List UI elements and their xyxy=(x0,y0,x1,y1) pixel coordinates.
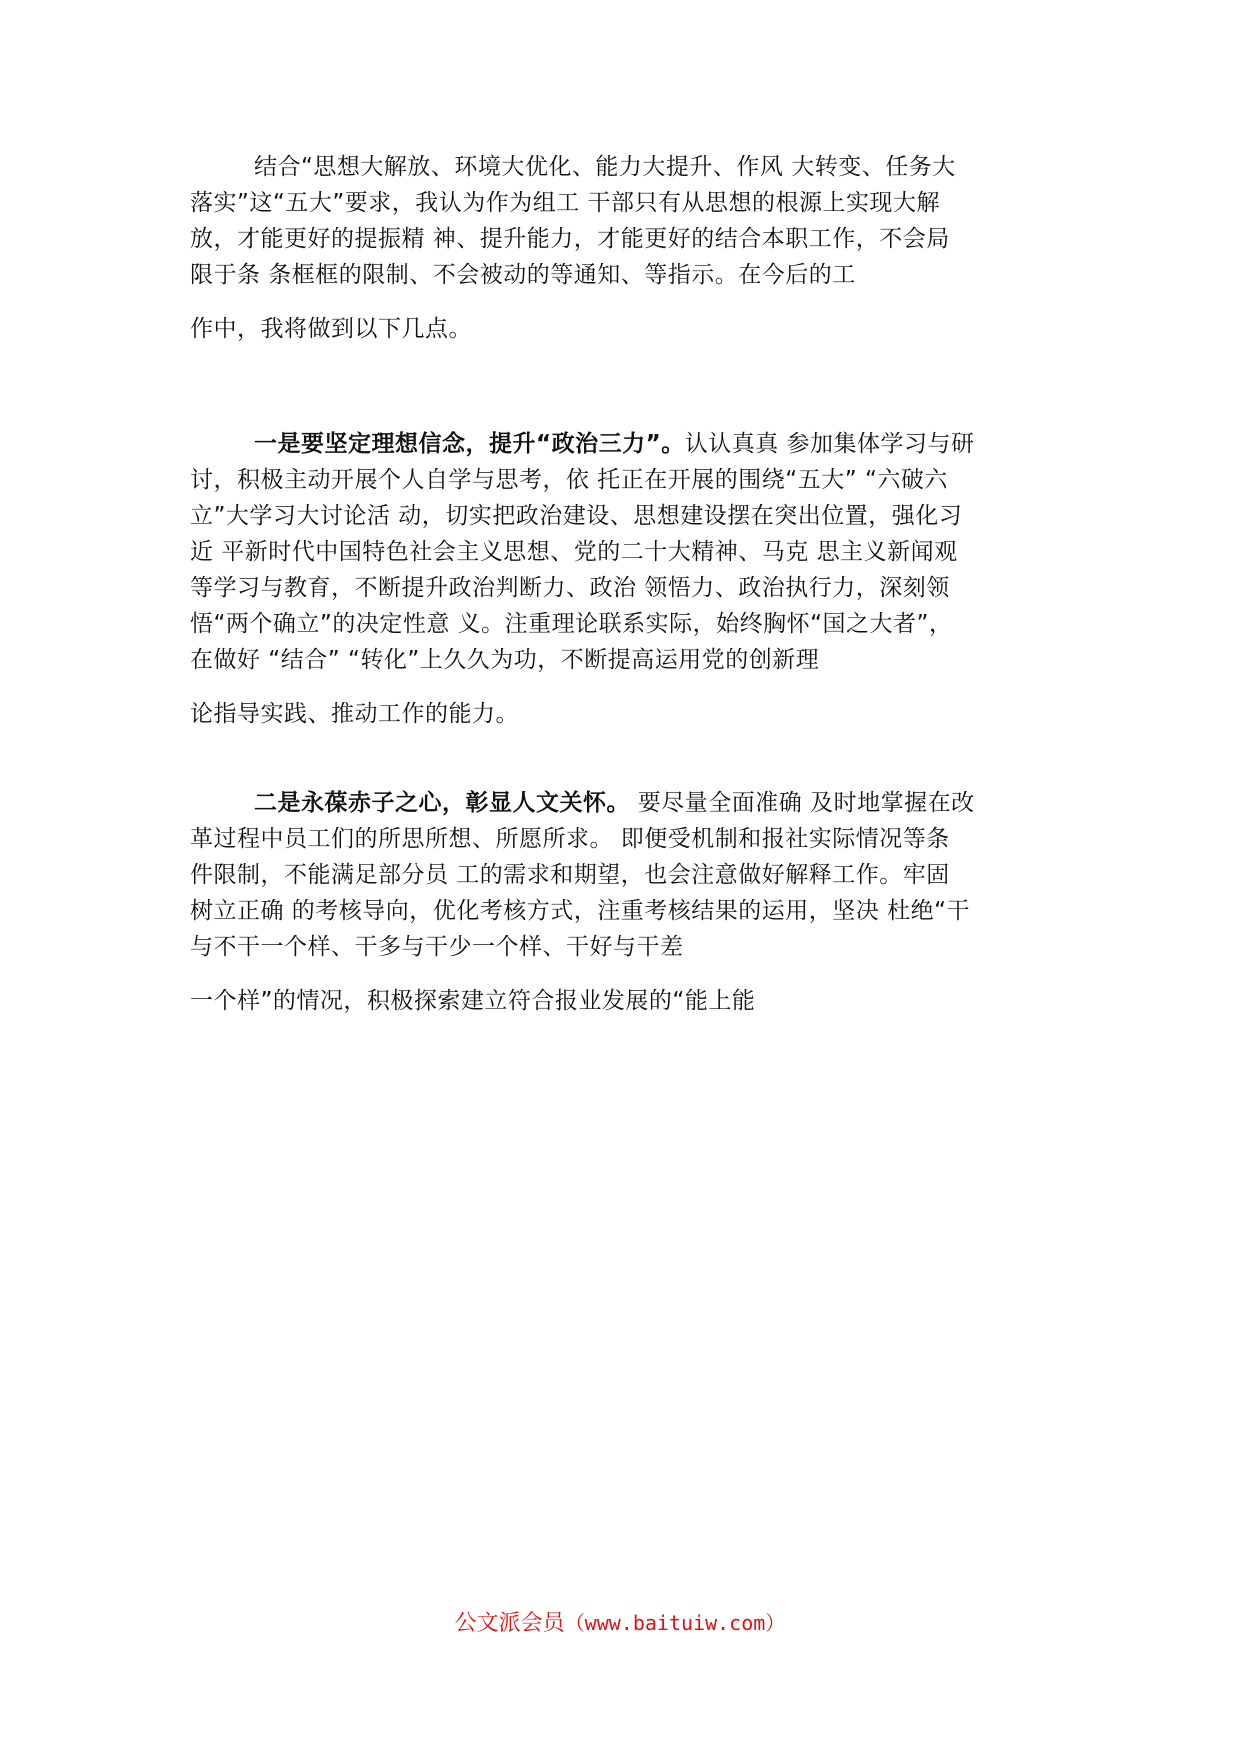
paragraph-1-line-5: 作中，我将做到以下几点。 xyxy=(190,316,472,342)
paragraph-2-line-1 xyxy=(254,426,1070,462)
paragraph-3-heading: 二是永葆赤子之心，彰显人文关怀。 xyxy=(254,790,630,816)
paragraph-3-first-rest: 要尽量全面准确 及时地掌握在改 xyxy=(630,790,975,816)
paragraph-3-line-6: 一个样”的情况，积极探索建立符合报业发展的“能上能 xyxy=(190,988,756,1014)
paragraph-2-line-8: 论指导实践、推动工作的能力。 xyxy=(190,701,519,727)
paragraph-1-line-2: 落实”这“五大”要求，我认为作为组工 干部只有从思想的根源上实现大解 xyxy=(190,190,941,216)
paragraph-2-line-2: 讨，积极主动开展个人自学与思考，依 托正在开展的围绕“五大” “六破六 xyxy=(190,467,948,493)
footer-brand: 公文派会员 xyxy=(454,1611,565,1636)
paragraph-2-heading: 一是要坚定理想信念，提升“政治三力”。 xyxy=(254,431,685,457)
paragraph-3-line-2: 革过程中员工们的所思所想、所愿所求。 即便受机制和报社实际情况等条 xyxy=(190,826,950,852)
paragraph-1-line-3: 放，才能更好的提振精 神、提升能力，才能更好的结合本职工作，不会局 xyxy=(190,226,950,252)
paragraph-1-line-4: 限于条 条框框的限制、不会被动的等通知、等指示。在今后的工 xyxy=(190,262,856,288)
footer-url: （www.baituiw.com） xyxy=(564,1611,786,1635)
paragraph-2-line-7: 在做好 “结合” “转化”上久久为功，不断提高运用党的创新理 xyxy=(190,647,820,673)
paragraph-3-line-5: 与不干一个样、干多与干少一个样、干好与干差 xyxy=(190,934,684,960)
paragraph-3-line-4: 树立正确 的考核导向，优化考核方式，注重考核结果的运用，坚决 杜绝“干 xyxy=(190,898,971,924)
paragraph-2-first-rest: 认认真真 参加集体学习与研 xyxy=(684,431,975,457)
paragraph-2-line-4: 近 平新时代中国特色社会主义思想、党的二十大精神、马克 思主义新闻观 xyxy=(190,539,958,565)
paragraph-3-line-1 xyxy=(254,785,1070,821)
paragraph-2-line-3: 立”大学习大讨论活 动，切实把政治建设、思想建设摆在突出位置，强化习 xyxy=(190,503,963,529)
paragraph-2-line-5: 等学习与教育，不断提升政治判断力、政治 领悟力、政治执行力，深刻领 xyxy=(190,575,950,601)
paragraph-1-line-1: 结合“思想大解放、环境大优化、能力大提升、作风 大转变、任务大 xyxy=(254,154,956,180)
paragraph-3-line-3: 件限制，不能满足部分员 工的需求和期望，也会注意做好解释工作。牢固 xyxy=(190,862,950,888)
paragraph-2-line-6: 悟“两个确立”的决定性意 义。注重理论联系实际，始终胸怀“国之大者”， xyxy=(190,611,953,637)
footer-watermark xyxy=(0,1607,1240,1640)
